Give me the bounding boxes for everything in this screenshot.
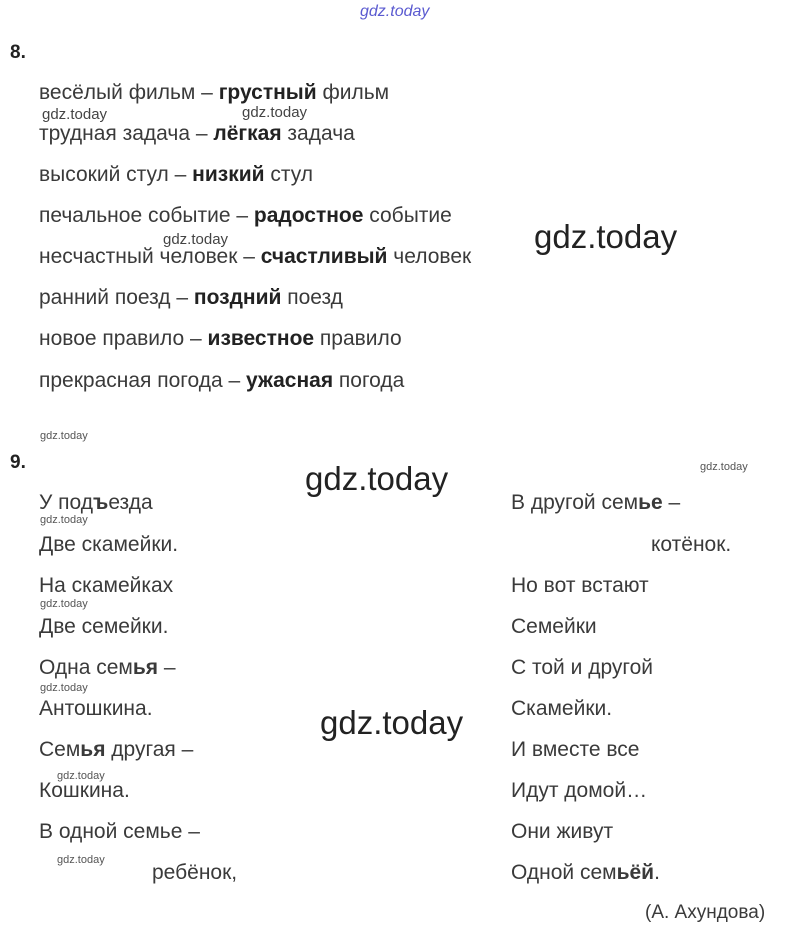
antonym-line: прекрасная погода – ужасная погода xyxy=(39,369,405,392)
watermark: gdz.today xyxy=(40,598,88,610)
poem-line: Идут домой… xyxy=(511,779,648,802)
poem-line: У подъезда xyxy=(39,491,153,514)
watermark-large: gdz.today xyxy=(305,460,449,497)
watermark: gdz.today xyxy=(40,514,88,526)
poem-line: Антошкина. xyxy=(39,697,153,720)
poem-line: Но вот встают xyxy=(511,574,649,597)
antonym-line: новое правило – известное правило xyxy=(39,327,402,350)
watermark: gdz.today xyxy=(163,231,229,248)
antonym-line: ранний поезд – поздний поезд xyxy=(39,286,343,309)
poem-line: Две скамейки. xyxy=(39,533,179,556)
watermark: gdz.today xyxy=(57,770,105,782)
antonym-line: трудная задача – лёгкая задача xyxy=(39,122,355,145)
poem-line: ребёнок, xyxy=(152,861,238,884)
exercise-9-number: 9. xyxy=(10,452,26,473)
antonym-line: высокий стул – низкий стул xyxy=(39,163,314,186)
watermark: gdz.today xyxy=(242,104,308,121)
watermark: gdz.today xyxy=(42,106,108,123)
poem-line: В одной семье – xyxy=(39,820,200,843)
poem-line: Скамейки. xyxy=(511,697,613,720)
poem-line: котёнок. xyxy=(651,533,732,556)
poem-line: Одной семьёй. xyxy=(511,861,660,884)
poem-line: И вместе все xyxy=(511,738,640,761)
watermark-large: gdz.today xyxy=(534,218,678,255)
exercise-8-number: 8. xyxy=(10,42,26,63)
antonym-line: печальное событие – радостное событие xyxy=(39,204,452,227)
poem-line: Одна семья – xyxy=(39,656,176,679)
watermark: gdz.today xyxy=(40,682,88,694)
antonym-line: весёлый фильм – грустный фильм xyxy=(39,81,390,104)
poem-line: Они живут xyxy=(511,820,614,843)
poem-line: С той и другой xyxy=(511,656,653,679)
watermark: gdz.today xyxy=(40,430,88,442)
antonym-line: несчастный человек – счастливый человек xyxy=(39,245,472,268)
watermark-large: gdz.today xyxy=(320,704,464,741)
poem-line: В другой семье – xyxy=(511,491,681,514)
poem-author: (А. Ахундова) xyxy=(645,902,766,923)
poem-line: На скамейках xyxy=(39,574,174,597)
poem-line: Две семейки. xyxy=(39,615,169,638)
poem-line: Кошкина. xyxy=(39,779,130,802)
watermark: gdz.today xyxy=(700,461,748,473)
watermark: gdz.today xyxy=(57,854,105,866)
watermark-top: gdz.today xyxy=(360,3,430,20)
poem-line: Семейки xyxy=(511,615,597,638)
poem-line: Семья другая – xyxy=(39,738,194,761)
